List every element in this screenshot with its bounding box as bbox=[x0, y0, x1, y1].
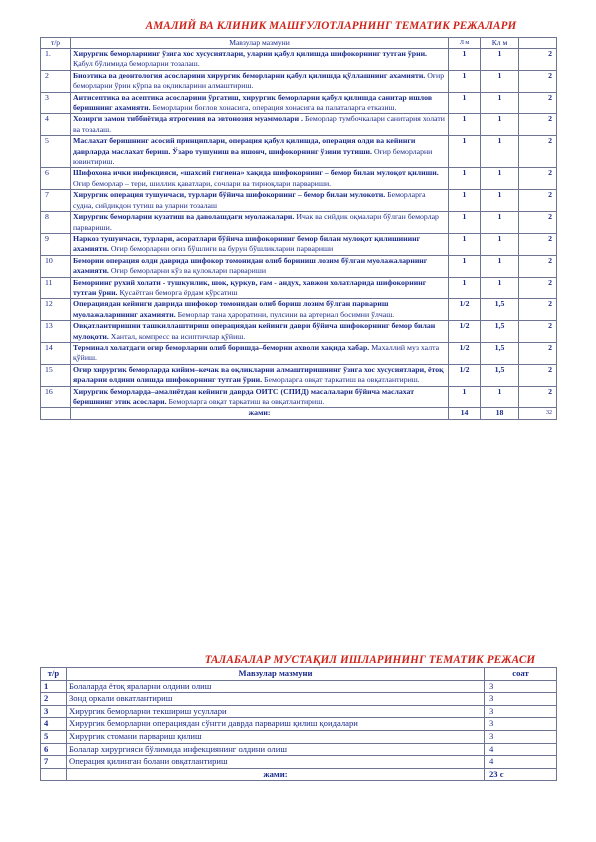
row-content bbox=[71, 136, 449, 168]
row-practice: Беморларга овқат таркатиш ва овқатлантириш. bbox=[262, 375, 420, 385]
row-number: 4 bbox=[41, 718, 67, 731]
row-number: 8 bbox=[41, 212, 71, 234]
row-extra-hours: 2 bbox=[519, 70, 557, 92]
col-content-header: Мавзулар мазмуни bbox=[67, 668, 485, 681]
row-topic: Бемории операция олди даврида шифокор томонидан олиб бориииш лозим бўлган муолажаларнинг ахамияти. bbox=[73, 255, 428, 276]
row-extra-hours: 2 bbox=[519, 299, 557, 321]
row-extra-hours: 2 bbox=[519, 136, 557, 168]
row-topic: Операция қилинган болани овқатлантириш bbox=[67, 756, 485, 769]
row-number: 5 bbox=[41, 136, 71, 168]
row-topic: Беморнинг рухий холати - тушкунлик, шок, қуркув, ғам - андух, хавжон холатларида шифокорнинг тутган ўрни. bbox=[73, 277, 427, 297]
row-extra-hours: 2 bbox=[519, 277, 557, 299]
total-extra: 32 bbox=[519, 408, 557, 419]
plan-title: АМАЛИЙ ВА КЛИНИК МАШҒУЛОТЛАРНИНГ ТЕМАТИК РЕЖАЛАРИ bbox=[145, 20, 517, 32]
row-practice: Оғир беморларни ювинтириш. bbox=[73, 146, 433, 167]
row-number: 7 bbox=[41, 756, 67, 769]
row-extra-hours: 2 bbox=[519, 114, 557, 136]
row-number: 4 bbox=[41, 114, 71, 136]
row-lecture-hours: 1 bbox=[449, 49, 481, 71]
row-topic: Хирургик стомани парвариш қилиш bbox=[67, 730, 485, 743]
row-number: 11 bbox=[41, 277, 71, 299]
row-content bbox=[71, 321, 449, 343]
row-topic: Хозирги замон тиббиётида ятрогения ва эвтонозия муаммолари . bbox=[73, 114, 303, 124]
table-row bbox=[41, 92, 557, 114]
row-number: 15 bbox=[41, 364, 71, 386]
row-content bbox=[71, 386, 449, 408]
row-practice: Беморлар тумбочкалари санитария холати ва тозалаш. bbox=[73, 114, 445, 134]
col-clinic-header: Кл м bbox=[481, 38, 519, 49]
row-content bbox=[71, 49, 449, 71]
col-num-header: т/р bbox=[41, 38, 71, 49]
row-clinic-hours: 1 bbox=[481, 386, 519, 408]
row-topic: Хирургик беморларни кузатиш ва даволашдаги муолажалари. bbox=[73, 212, 295, 222]
row-number: 9 bbox=[41, 233, 71, 255]
row-lecture-hours: 1 bbox=[449, 114, 481, 136]
row-content bbox=[71, 114, 449, 136]
table-row bbox=[41, 386, 557, 408]
row-hours: 3 bbox=[485, 680, 557, 693]
row-clinic-hours: 1 bbox=[481, 277, 519, 299]
table-row bbox=[41, 190, 557, 212]
total-row bbox=[41, 408, 557, 419]
col-num-header: т/р bbox=[41, 668, 67, 681]
row-extra-hours: 2 bbox=[519, 342, 557, 364]
total-blank bbox=[41, 768, 67, 781]
row-lecture-hours: 1 bbox=[449, 233, 481, 255]
row-practice: Беморлар тана ҳароратини, пулсини ва артериал босимни ўлчаш. bbox=[175, 309, 395, 319]
row-lecture-hours: 1 bbox=[449, 386, 481, 408]
table-header-row bbox=[41, 38, 557, 49]
row-clinic-hours: 1 bbox=[481, 233, 519, 255]
row-extra-hours: 2 bbox=[519, 92, 557, 114]
list-item bbox=[41, 756, 557, 769]
row-clinic-hours: 1 bbox=[481, 70, 519, 92]
row-clinic-hours: 1,5 bbox=[481, 364, 519, 386]
row-practice: Оғир беморларни оғиз бўшлиғи ва бурун бўшликларии парвариши bbox=[108, 244, 334, 254]
col-lecture-header: Л м bbox=[449, 38, 481, 49]
self-study-title: ТАЛАБАЛАР МУСТАҚИЛ ИШЛАРИНИНГ ТЕМАТИК РЕЖАСИ bbox=[204, 654, 536, 666]
row-number: 10 bbox=[41, 255, 71, 277]
row-number: 2 bbox=[41, 70, 71, 92]
row-topic: Болалар хирургияси бўлимида инфекциянинг олдини олиш bbox=[67, 743, 485, 756]
row-clinic-hours: 1,5 bbox=[481, 342, 519, 364]
row-topic: Антисептика ва асептика асосларини ўргатиш, хирургик беморларни қабул қилишда санитар ишлов беришнинг ахамияти. bbox=[73, 92, 433, 113]
row-content bbox=[71, 342, 449, 364]
row-clinic-hours: 1 bbox=[481, 190, 519, 212]
table-row bbox=[41, 233, 557, 255]
row-practice: Беморларга овқат таркатиш ва овқатлантириш. bbox=[166, 397, 325, 406]
row-extra-hours: 2 bbox=[519, 212, 557, 234]
total-blank bbox=[41, 408, 71, 419]
table-row bbox=[41, 342, 557, 364]
row-content bbox=[71, 168, 449, 190]
row-practice: Оғир беморларни кўз ва қулоклари парвариши bbox=[108, 266, 267, 276]
row-lecture-hours: 1 bbox=[449, 190, 481, 212]
row-content bbox=[71, 92, 449, 114]
row-topic: Хирургик беморларда–амалиётдан кейинги даврда ОИТС (СПИД) масалалари бўйича маслахат беришнинг этик асослари. bbox=[73, 386, 415, 406]
row-clinic-hours: 1 bbox=[481, 212, 519, 234]
total-clinic: 18 bbox=[481, 408, 519, 419]
row-content bbox=[71, 255, 449, 277]
row-topic: Овқатлантиришни ташкиллаштириш операциядан кейинги даври бўйича шифокорнинг бемор билан мулоқоти. bbox=[73, 321, 436, 341]
row-clinic-hours: 1,5 bbox=[481, 299, 519, 321]
table-row bbox=[41, 212, 557, 234]
row-number: 13 bbox=[41, 321, 71, 343]
self-study-table bbox=[40, 667, 557, 781]
list-item bbox=[41, 730, 557, 743]
total-label: жами: bbox=[71, 408, 449, 419]
row-number: 2 bbox=[41, 693, 67, 706]
row-extra-hours: 2 bbox=[519, 386, 557, 408]
row-number: 5 bbox=[41, 730, 67, 743]
row-extra-hours: 2 bbox=[519, 49, 557, 71]
row-hours: 3 bbox=[485, 705, 557, 718]
total-row bbox=[41, 768, 557, 781]
row-topic: Наркоз тушунчаси, турлари, асоратлари бўйича шифокорнинг бемор билан мулоқот қилишининг ахамияти. bbox=[73, 233, 421, 254]
row-practice: Қабул бўлимида беморларни тозалаш. bbox=[73, 59, 200, 69]
practical-plan-table bbox=[40, 37, 557, 420]
row-content bbox=[71, 364, 449, 386]
row-number: 3 bbox=[41, 92, 71, 114]
row-lecture-hours: 1 bbox=[449, 255, 481, 277]
row-lecture-hours: 1 bbox=[449, 92, 481, 114]
total-hours: 23 с bbox=[485, 768, 557, 781]
table-row bbox=[41, 364, 557, 386]
row-practice: Оғир беморлар – тери, шиллик қаватлари, сочлари ва тирноқлари парвариши. bbox=[73, 178, 332, 188]
col-hours-header: соат bbox=[485, 668, 557, 681]
row-hours: 4 bbox=[485, 756, 557, 769]
total-label: жами: bbox=[67, 768, 485, 781]
list-item bbox=[41, 705, 557, 718]
list-item bbox=[41, 693, 557, 706]
table-header-row bbox=[41, 668, 557, 681]
total-lecture: 14 bbox=[449, 408, 481, 419]
row-content bbox=[71, 190, 449, 212]
row-clinic-hours: 1 bbox=[481, 136, 519, 168]
row-practice: Оғир беморларни ўрин кўрпа ва оқликларини алмаштириш. bbox=[73, 70, 445, 91]
row-lecture-hours: 1 bbox=[449, 136, 481, 168]
row-extra-hours: 2 bbox=[519, 190, 557, 212]
row-practice: Қусаётган беморга ёрдам кўрсатиш bbox=[117, 287, 238, 297]
row-hours: 3 bbox=[485, 693, 557, 706]
row-practice: Беморларни боғлов хонасига, операция хонасига ва палаталарга етказиш. bbox=[150, 103, 397, 113]
row-lecture-hours: 1/2 bbox=[449, 299, 481, 321]
row-clinic-hours: 1 bbox=[481, 168, 519, 190]
row-topic: Хирургик беморларни текшириш усуллари bbox=[67, 705, 485, 718]
row-lecture-hours: 1/2 bbox=[449, 364, 481, 386]
table-row bbox=[41, 277, 557, 299]
row-number: 7 bbox=[41, 190, 71, 212]
row-lecture-hours: 1/2 bbox=[449, 321, 481, 343]
row-number: 16 bbox=[41, 386, 71, 408]
row-lecture-hours: 1 bbox=[449, 212, 481, 234]
row-hours: 4 bbox=[485, 743, 557, 756]
row-topic: Шифохона ички инфекцияси, «шахсий гигиена» хақида шифокорнинг – бемор билан мулоқот қилиши. bbox=[73, 168, 439, 178]
table-row bbox=[41, 136, 557, 168]
row-extra-hours: 2 bbox=[519, 321, 557, 343]
table-row bbox=[41, 49, 557, 71]
row-number: 1. bbox=[41, 49, 71, 71]
row-topic: Хирургик беморларни операциядан сўнгги даврда парвариш қилиш қоидалари bbox=[67, 718, 485, 731]
row-topic: Маслахат беришнинг асосий принциплари, операция қабул қилишда, операция олди ва кейинги даврларда маслахат бериш. Ўзаро тушуниш ва ишонч, шифокорнинг ўзини тутиши. bbox=[73, 136, 416, 156]
row-practice: Беморларга судна, сийдикдон тутиш ва уларни тозалаш bbox=[73, 190, 426, 210]
row-content bbox=[71, 277, 449, 299]
row-extra-hours: 2 bbox=[519, 255, 557, 277]
row-extra-hours: 2 bbox=[519, 168, 557, 190]
row-topic: Хирургик операция тушунчаси, турлари бўйича шифокорнинг – бемор билан мулокоти. bbox=[73, 190, 386, 200]
row-topic: Операциядан кейинги даврида шифокор томонидан олиб бориш лозим бўлган парвариш муолажаларининг ахамияти. bbox=[73, 299, 389, 319]
row-clinic-hours: 1 bbox=[481, 114, 519, 136]
row-content bbox=[71, 70, 449, 92]
row-lecture-hours: 1 bbox=[449, 70, 481, 92]
row-clinic-hours: 1,5 bbox=[481, 321, 519, 343]
row-extra-hours: 2 bbox=[519, 364, 557, 386]
list-item bbox=[41, 718, 557, 731]
row-topic: Хирургик беморларнинг ўзига хос хусусиятлари, уларни қабул қилишда шифокорнинг тутган ўрни. bbox=[73, 49, 428, 58]
table-row bbox=[41, 255, 557, 277]
row-content bbox=[71, 299, 449, 321]
row-lecture-hours: 1 bbox=[449, 277, 481, 299]
col-extra-header bbox=[519, 38, 557, 49]
row-topic: Болаларда ётоқ яраларни олдини олиш bbox=[67, 680, 485, 693]
row-number: 1 bbox=[41, 680, 67, 693]
table-row bbox=[41, 299, 557, 321]
row-lecture-hours: 1 bbox=[449, 168, 481, 190]
row-lecture-hours: 1/2 bbox=[449, 342, 481, 364]
row-number: 12 bbox=[41, 299, 71, 321]
row-content bbox=[71, 212, 449, 234]
row-number: 6 bbox=[41, 743, 67, 756]
row-practice: Махаллий муз халта қўйиш. bbox=[73, 342, 440, 363]
row-topic: Биоэтика ва деонтология асосларини хирургик беморларни қабул қилишда қўллашнинг ахамияти. bbox=[73, 70, 426, 80]
row-hours: 3 bbox=[485, 718, 557, 731]
row-topic: Терминал холатдаги оғир беморларни олиб боришда–беморни ахволи хақида хабар. bbox=[73, 342, 370, 352]
list-item bbox=[41, 680, 557, 693]
row-number: 6 bbox=[41, 168, 71, 190]
row-topic: Оғир хирургик беморларда кийим–кечак ва оқликларни алмаштиришнинг ўзига хос хусусиятлари, ётоқ яраларни олдини олишда шифокорнинг тутган ўрни. bbox=[73, 364, 444, 385]
table-row bbox=[41, 114, 557, 136]
row-number: 3 bbox=[41, 705, 67, 718]
row-practice: Хантал, компресс ва исиптичлар қўйиш. bbox=[108, 331, 246, 341]
row-clinic-hours: 1 bbox=[481, 49, 519, 71]
list-item bbox=[41, 743, 557, 756]
table-row bbox=[41, 168, 557, 190]
row-practice: Ичак ва сийдик оқмалари бўлган беморлар парвариши. bbox=[73, 212, 439, 232]
row-number: 14 bbox=[41, 342, 71, 364]
table-row bbox=[41, 321, 557, 343]
row-hours: 3 bbox=[485, 730, 557, 743]
row-content bbox=[71, 233, 449, 255]
table-row bbox=[41, 70, 557, 92]
col-content-header: Мавзулар мазмуни bbox=[71, 38, 449, 49]
row-clinic-hours: 1 bbox=[481, 255, 519, 277]
row-clinic-hours: 1 bbox=[481, 92, 519, 114]
row-topic: Зонд оркали овкатлантириш bbox=[67, 693, 485, 706]
row-extra-hours: 2 bbox=[519, 233, 557, 255]
